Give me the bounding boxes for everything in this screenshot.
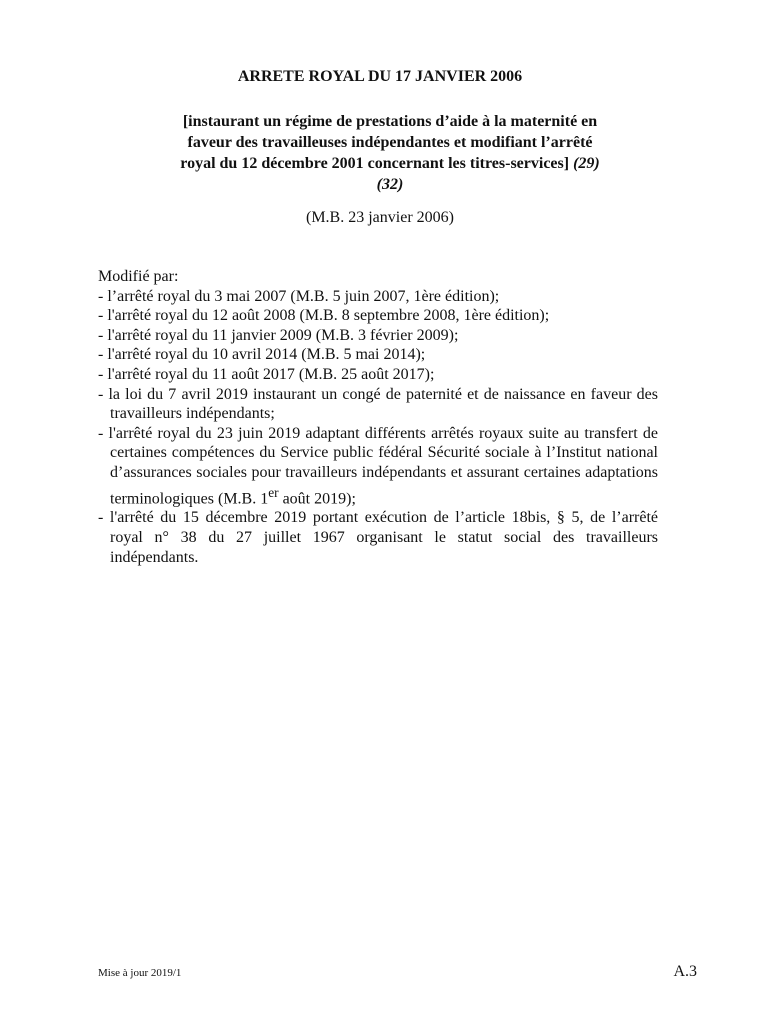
- modifications-section: [98, 267, 658, 567]
- list-item-text: - l'arrêté royal du 23 juin 2019 adaptant différents arrêtés royaux suite au transfert de certaines compétences du Service public fédéral Sécurité sociale à l’Institut national d’assurances sociales pour travailleurs indépendants et assurant certaines adaptations terminologiques (M.B. 1: [98, 424, 658, 507]
- list-item: [98, 424, 658, 509]
- subtitle: [180, 111, 600, 195]
- subtitle-text: [instaurant un régime de prestations d’aide à la maternité en faveur des travailleuses indépendantes et modifiant l’arrêté royal du 12 décembre 2001 concernant les titres-services]: [180, 113, 598, 172]
- list-item: - l'arrêté royal du 12 août 2008 (M.B. 8 septembre 2008, 1ère édition);: [98, 307, 550, 325]
- list-item: - l'arrêté royal du 10 avril 2014 (M.B. 5 mai 2014);: [98, 346, 426, 364]
- page-title: ARRETE ROYAL DU 17 JANVIER 2006: [237, 68, 523, 85]
- subtitle-refs: (29) (32): [376, 155, 600, 193]
- footer-update: Mise à jour 2019/1: [98, 967, 182, 979]
- list-item: - la loi du 7 avril 2019 instaurant un congé de paternité et de naissance en faveur des travailleurs indépendants;: [98, 385, 658, 423]
- list-item: - l'arrêté royal du 11 janvier 2009 (M.B. 3 février 2009);: [98, 326, 459, 344]
- modifications-list: [98, 287, 658, 568]
- footer-page-ref: A.3: [673, 963, 697, 980]
- list-item-text: août 2019);: [278, 489, 356, 507]
- list-item: - l'arrêté royal du 11 août 2017 (M.B. 25 août 2017);: [98, 365, 435, 383]
- modifications-intro: Modifié par:: [98, 268, 179, 285]
- list-item: - l'arrêté du 15 décembre 2019 portant exécution de l’article 18bis, § 5, de l’arrêté royal n° 38 du 27 juillet 1967 organisant le statut social des travailleurs indépendants.: [98, 509, 658, 566]
- superscript: er: [268, 484, 279, 500]
- list-item: - l’arrêté royal du 3 mai 2007 (M.B. 5 juin 2007, 1ère édition);: [98, 287, 500, 305]
- publication-reference: (M.B. 23 janvier 2006): [306, 209, 454, 226]
